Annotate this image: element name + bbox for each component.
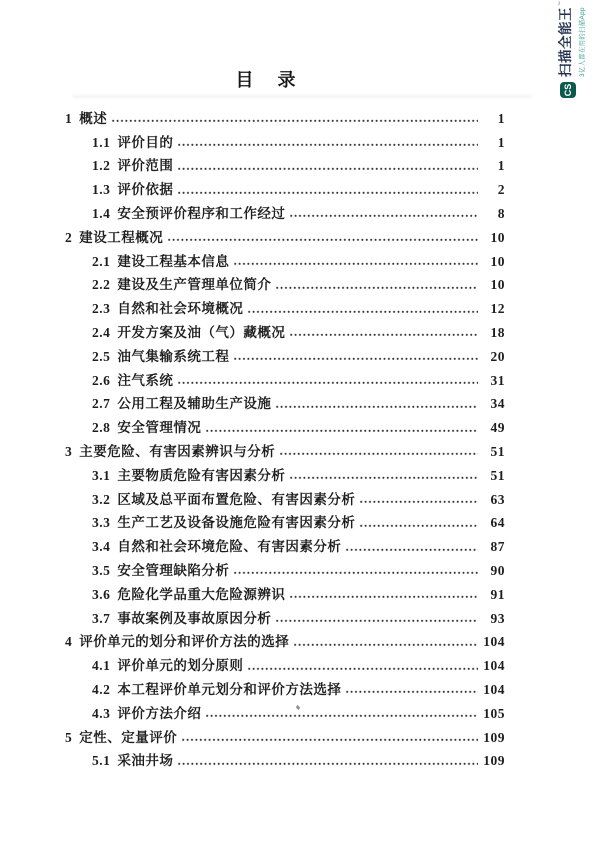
entry-title: 注气系统 xyxy=(117,372,174,388)
entry-number: 1.2 xyxy=(92,158,111,174)
dot-leader xyxy=(205,429,478,433)
entry-page-number: 49 xyxy=(490,420,505,436)
entry-page-number: 10 xyxy=(490,229,505,245)
entry-page-number: 34 xyxy=(490,396,505,412)
entry-title: 安全管理情况 xyxy=(117,420,202,436)
entry-number: 3.2 xyxy=(92,491,111,507)
toc-entry xyxy=(65,366,505,390)
entry-page-number: 104 xyxy=(483,658,505,674)
entry-page-number: 10 xyxy=(490,277,505,293)
toc-entry xyxy=(65,461,505,485)
entry-title: 概述 xyxy=(79,110,108,126)
entry-title: 评价单元的划分原则 xyxy=(117,658,244,674)
toc-entry xyxy=(65,176,505,200)
entry-number: 4.2 xyxy=(92,681,111,697)
dot-leader xyxy=(177,762,478,766)
trademark-symbol: ™ xyxy=(558,0,564,6)
entry-page-number: 105 xyxy=(483,705,505,721)
dot-leader xyxy=(289,476,478,480)
toc-entry xyxy=(65,200,505,224)
entry-number: 2.2 xyxy=(92,277,111,293)
toc-entry xyxy=(65,723,505,747)
entry-page-number: 1 xyxy=(497,110,505,126)
toc-entry xyxy=(65,676,505,700)
dot-leader xyxy=(289,214,478,218)
entry-title: 公用工程及辅助生产设施 xyxy=(117,396,272,412)
dot-leader xyxy=(205,714,478,718)
entry-page-number: 51 xyxy=(490,443,505,459)
dot-leader xyxy=(275,405,478,409)
toc-entry xyxy=(65,247,505,271)
toc-entry xyxy=(65,390,505,414)
entry-number: 5 xyxy=(65,729,73,745)
dot-leader xyxy=(111,119,478,123)
scan-smudge xyxy=(72,95,532,98)
toc-entry xyxy=(65,604,505,628)
toc-entry xyxy=(65,699,505,723)
entry-number: 5.1 xyxy=(92,753,111,769)
entry-title: 自然和社会环境概况 xyxy=(117,301,244,317)
entry-page-number: 104 xyxy=(483,634,505,650)
entry-number: 3.3 xyxy=(92,515,111,531)
entry-title: 定性、定量评价 xyxy=(79,729,178,745)
entry-page-number: 1 xyxy=(497,134,505,150)
toc-entry xyxy=(65,509,505,533)
entry-page-number: 109 xyxy=(483,729,505,745)
entry-title: 评价方法介绍 xyxy=(117,705,202,721)
dot-leader xyxy=(275,619,478,623)
entry-number: 2.1 xyxy=(92,253,111,269)
entry-title: 主要物质危险有害因素分析 xyxy=(117,467,286,483)
entry-number: 2.6 xyxy=(92,372,111,388)
entry-number: 4 xyxy=(65,634,73,650)
toc-title: 目 录 xyxy=(235,70,299,90)
entry-title: 建设及生产管理单位简介 xyxy=(117,277,272,293)
toc-entry xyxy=(65,271,505,295)
toc-entry xyxy=(65,652,505,676)
toc-entry xyxy=(65,342,505,366)
dot-leader xyxy=(359,500,478,504)
entry-number: 4.3 xyxy=(92,705,111,721)
entry-title: 油气集输系统工程 xyxy=(117,348,230,364)
toc-entry xyxy=(65,747,505,771)
entry-title: 建设工程概况 xyxy=(79,229,164,245)
toc-entry xyxy=(65,557,505,581)
dot-leader xyxy=(177,191,478,195)
entry-title: 安全管理缺陷分析 xyxy=(117,562,230,578)
entry-title: 采油井场 xyxy=(117,753,174,769)
entry-number: 2 xyxy=(65,229,73,245)
toc-entry xyxy=(65,152,505,176)
entry-number: 2.4 xyxy=(92,324,111,340)
entry-title: 自然和社会环境危险、有害因素分析 xyxy=(117,539,342,555)
entry-title: 开发方案及油（气）藏概况 xyxy=(117,324,286,340)
entry-title: 本工程评价单元划分和评价方法选择 xyxy=(117,681,342,697)
entry-page-number: 91 xyxy=(490,586,505,602)
dot-leader xyxy=(289,595,478,599)
entry-page-number: 20 xyxy=(490,348,505,364)
toc-entry xyxy=(65,105,505,129)
entry-page-number: 18 xyxy=(490,324,505,340)
toc-entry xyxy=(65,438,505,462)
entry-title: 安全预评价程序和工作经过 xyxy=(117,205,286,221)
dot-leader xyxy=(289,333,478,337)
entry-page-number: 12 xyxy=(490,301,505,317)
entry-title: 评价单元的划分和评价方法的选择 xyxy=(79,634,290,650)
toc-entry xyxy=(65,128,505,152)
dot-leader xyxy=(177,167,478,171)
entry-page-number: 51 xyxy=(490,467,505,483)
entry-title: 建设工程基本信息 xyxy=(117,253,230,269)
entry-title: 区域及总平面布置危险、有害因素分析 xyxy=(117,491,356,507)
entry-number: 3 xyxy=(65,443,73,459)
entry-title: 评价依据 xyxy=(117,182,174,198)
dot-leader xyxy=(293,643,478,647)
entry-number: 3.1 xyxy=(92,467,111,483)
entry-page-number: 10 xyxy=(490,253,505,269)
entry-page-number: 2 xyxy=(497,182,505,198)
toc-list xyxy=(0,105,600,771)
toc-entry xyxy=(65,414,505,438)
entry-page-number: 93 xyxy=(490,610,505,626)
entry-number: 2.5 xyxy=(92,348,111,364)
toc-entry xyxy=(65,628,505,652)
entry-number: 1.1 xyxy=(92,134,111,150)
entry-number: 2.8 xyxy=(92,420,111,436)
toc-entry xyxy=(65,533,505,557)
dot-leader xyxy=(177,381,478,385)
camscanner-watermark xyxy=(558,0,592,98)
entry-number: 2.3 xyxy=(92,301,111,317)
entry-page-number: 109 xyxy=(483,753,505,769)
entry-number: 3.7 xyxy=(92,610,111,626)
camscanner-tagline: 3亿人都在用的扫描App xyxy=(578,7,586,77)
camscanner-brand-text: 扫描全能王™ xyxy=(558,0,573,77)
dot-leader xyxy=(275,286,478,290)
entry-number: 2.7 xyxy=(92,396,111,412)
dot-leader xyxy=(233,262,478,266)
entry-number: 3.4 xyxy=(92,539,111,555)
toc-entry xyxy=(65,485,505,509)
entry-number: 3.5 xyxy=(92,562,111,578)
dot-leader xyxy=(279,452,478,456)
dot-leader xyxy=(177,143,478,147)
entry-page-number: 31 xyxy=(490,372,505,388)
dot-leader xyxy=(181,738,478,742)
entry-page-number: 1 xyxy=(497,158,505,174)
dot-leader xyxy=(247,667,478,671)
entry-title: 生产工艺及设备设施危险有害因素分析 xyxy=(117,515,356,531)
dot-leader xyxy=(345,690,478,694)
entry-number: 1.3 xyxy=(92,182,111,198)
entry-title: 主要危险、有害因素辨识与分析 xyxy=(79,443,276,459)
entry-title: 事故案例及事故原因分析 xyxy=(117,610,272,626)
toc-entry xyxy=(65,319,505,343)
entry-number: 1 xyxy=(65,110,73,126)
entry-title: 评价目的 xyxy=(117,134,174,150)
dot-leader xyxy=(345,548,478,552)
entry-number: 1.4 xyxy=(92,205,111,221)
entry-page-number: 90 xyxy=(490,562,505,578)
dot-leader xyxy=(167,238,478,242)
entry-title: 评价范围 xyxy=(117,158,174,174)
dot-leader xyxy=(233,571,478,575)
camscanner-logo-icon: CS xyxy=(560,82,576,98)
entry-page-number: 63 xyxy=(490,491,505,507)
entry-page-number: 8 xyxy=(497,205,505,221)
dot-leader xyxy=(359,524,478,528)
entry-title: 危险化学品重大危险源辨识 xyxy=(117,586,286,602)
entry-page-number: 104 xyxy=(483,681,505,697)
toc-entry xyxy=(65,580,505,604)
entry-page-number: 87 xyxy=(490,539,505,555)
entry-page-number: 64 xyxy=(490,515,505,531)
toc-entry xyxy=(65,223,505,247)
dot-leader xyxy=(247,310,478,314)
entry-number: 4.1 xyxy=(92,658,111,674)
dot-leader xyxy=(233,357,478,361)
toc-entry xyxy=(65,295,505,319)
entry-number: 3.6 xyxy=(92,586,111,602)
